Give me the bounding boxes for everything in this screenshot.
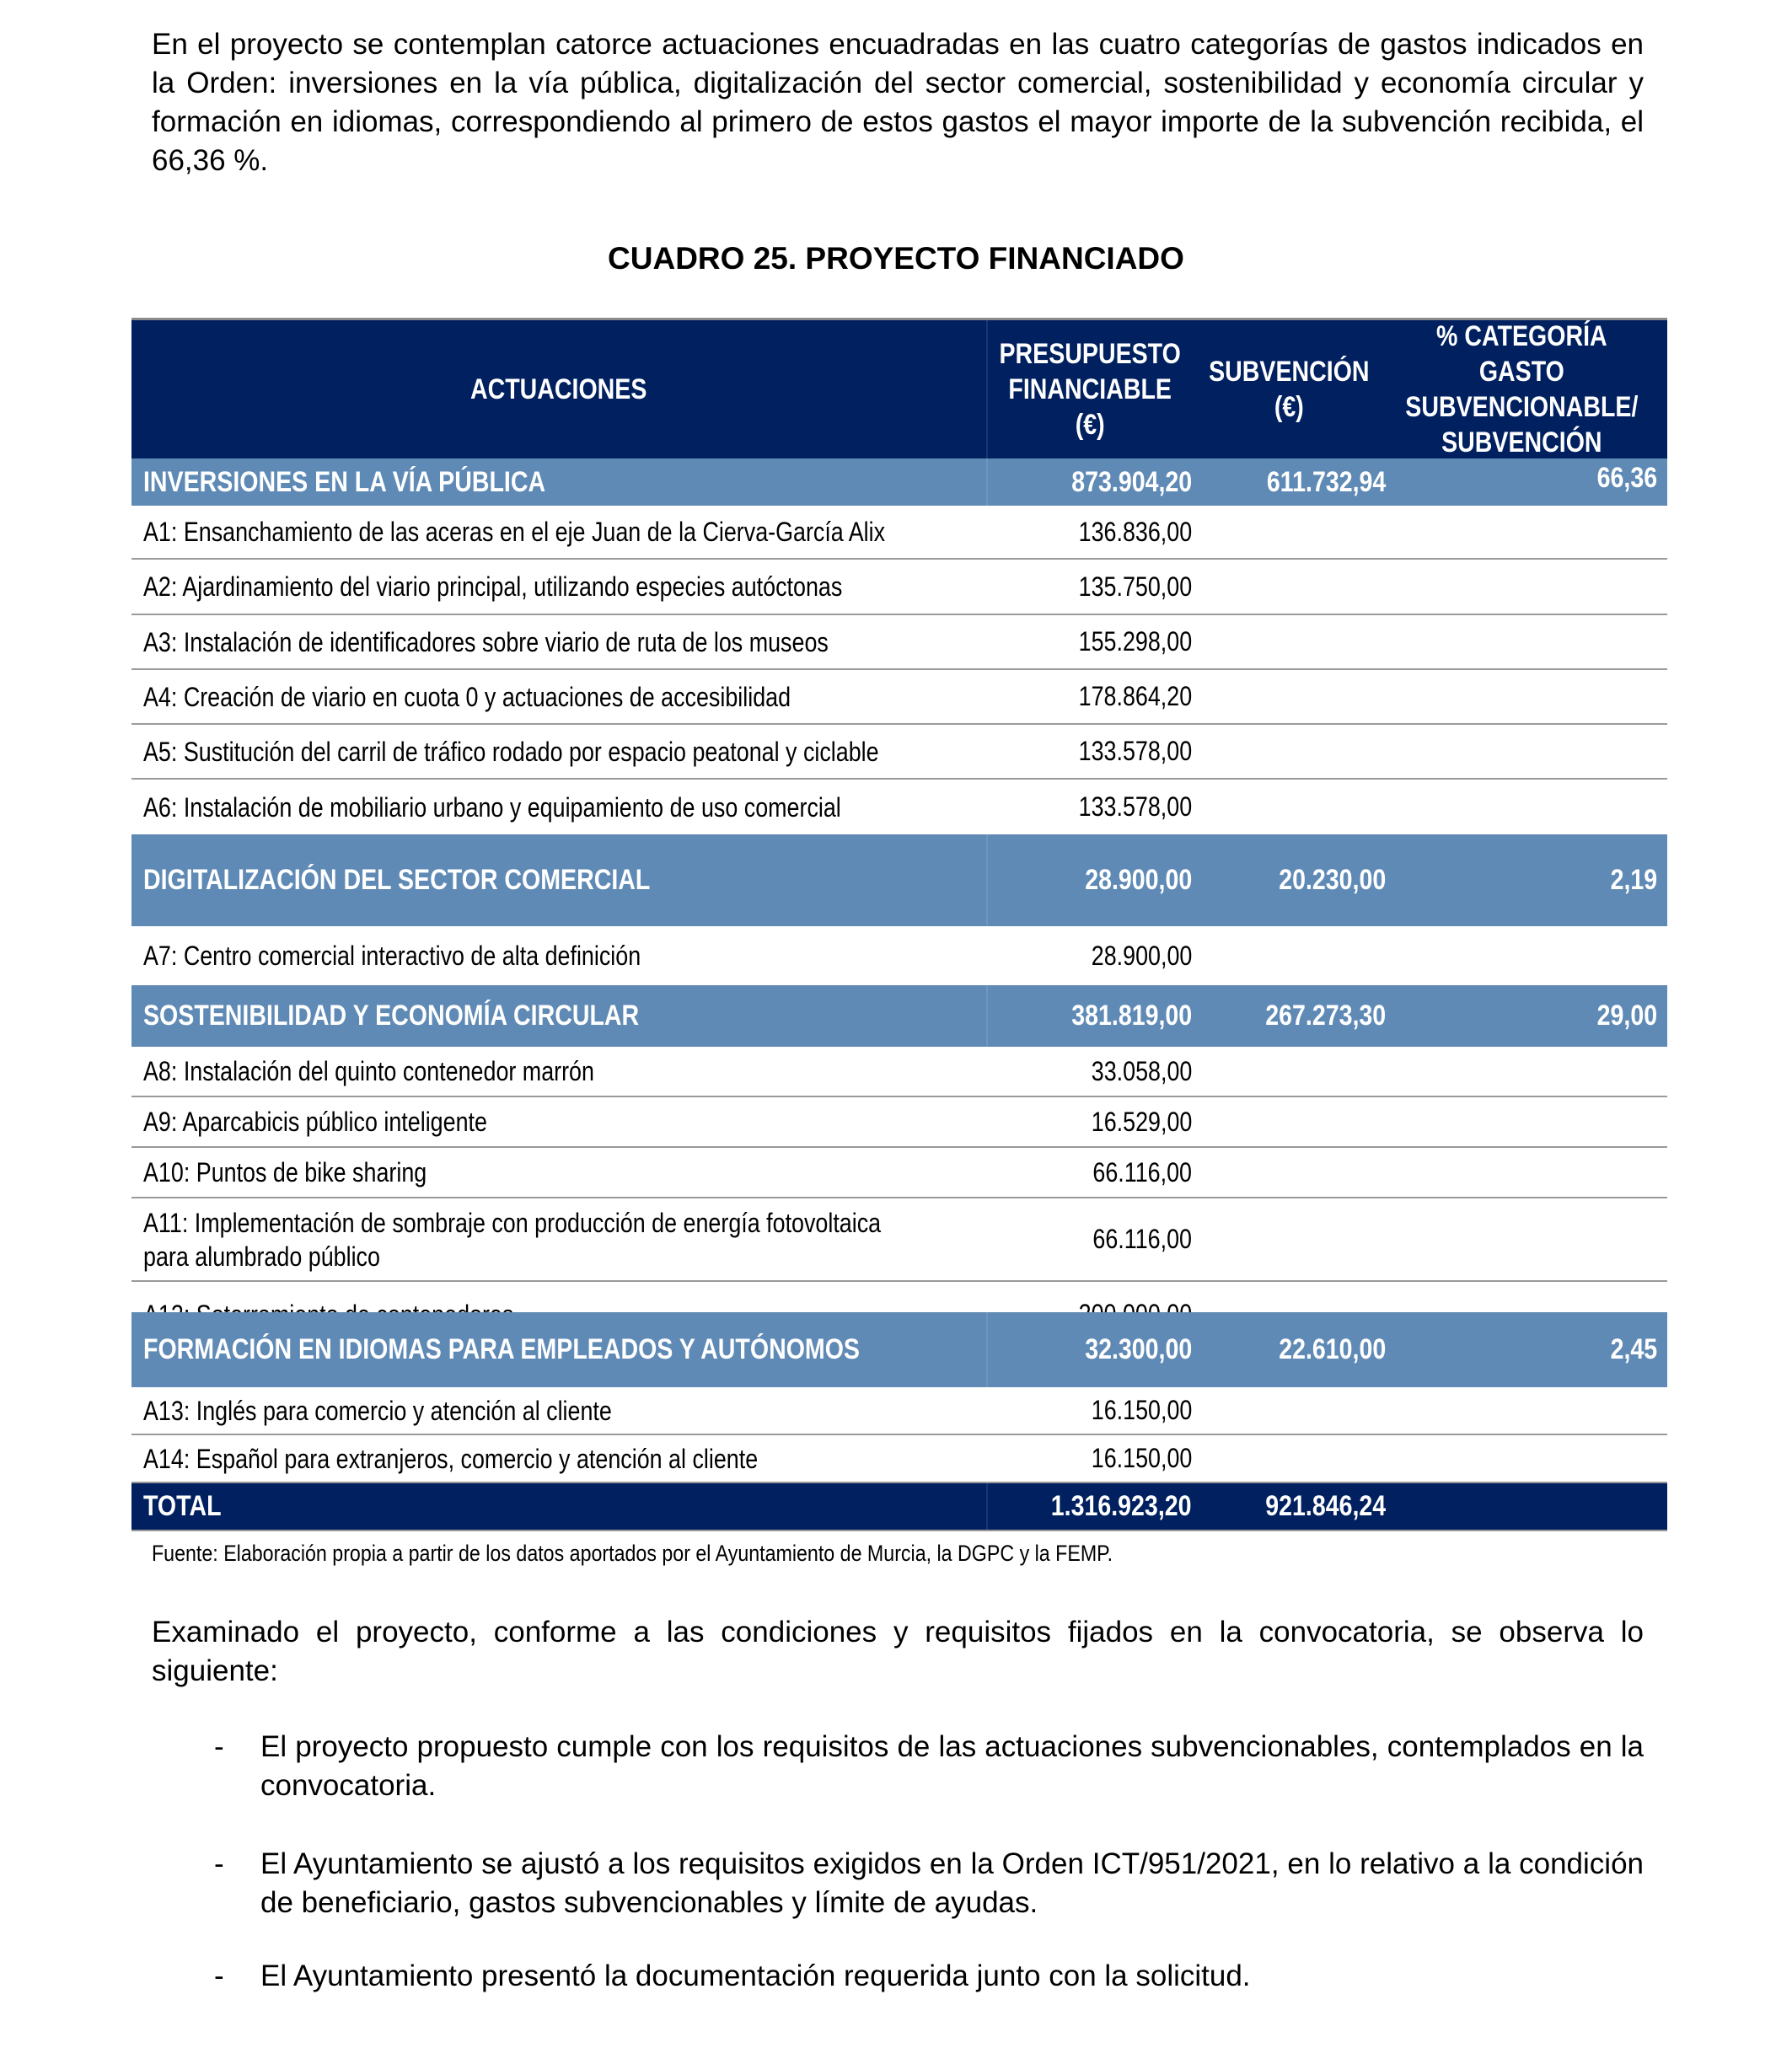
item-presupuesto: 66.116,00: [1092, 1224, 1192, 1254]
table-row: [131, 780, 1667, 834]
header-porcentaje: [1386, 320, 1657, 458]
table-row: [131, 725, 1667, 780]
bullet-text: El proyecto propuesto cumple con los requisitos de las actuaciones subvencionables, contemplados en la convocatoria.: [260, 1730, 1644, 1802]
category-presupuesto: 381.819,00: [1071, 1000, 1192, 1032]
item-label: A14: Español para extranjeros, comercio y atención al cliente: [143, 1443, 759, 1474]
total-presupuesto: 1.316.923,20: [1051, 1490, 1192, 1522]
category-name: DIGITALIZACIÓN DEL SECTOR COMERCIAL: [143, 864, 651, 896]
item-presupuesto: 16.150,00: [1091, 1443, 1192, 1473]
category-row: [131, 458, 1667, 506]
header-presupuesto-line: FINANCIABLE: [1008, 373, 1172, 405]
header-actuaciones-label: ACTUACIONES: [470, 373, 647, 405]
source-note: [152, 1539, 1269, 1568]
item-label: A4: Creación de viario en cuota 0 y actuaciones de accesibilidad: [143, 681, 791, 712]
category-row: [131, 985, 1667, 1047]
item-presupuesto: 33.058,00: [1091, 1055, 1192, 1086]
table-row: [131, 1198, 1667, 1282]
table-row: [131, 1148, 1667, 1198]
item-label: A3: Instalación de identificadores sobre viario de ruta de los museos: [143, 626, 829, 657]
table-row: [131, 506, 1667, 560]
header-porcentaje-line: SUBVENCIÓN: [1441, 426, 1602, 458]
table-row: [131, 560, 1667, 615]
bullet-text: El Ayuntamiento presentó la documentación requerida junto con la solicitud.: [260, 1959, 1251, 1992]
table-row: [131, 1435, 1667, 1482]
category-row: [131, 834, 1667, 926]
item-presupuesto: 16.529,00: [1091, 1106, 1192, 1137]
header-porcentaje-line: GASTO: [1478, 356, 1564, 388]
table-title: CUADRO 25. PROYECTO FINANCIADO: [608, 241, 1184, 276]
table-row: [131, 1047, 1667, 1097]
category-row: [131, 1312, 1667, 1387]
item-presupuesto: 16.150,00: [1091, 1395, 1192, 1425]
table-row: [131, 1387, 1667, 1435]
item-presupuesto: 133.578,00: [1078, 791, 1192, 822]
header-subvencion-line: SUBVENCIÓN: [1208, 356, 1370, 388]
bullet-marker: -: [214, 1730, 224, 1763]
table-row: [131, 926, 1667, 985]
category-name: INVERSIONES EN LA VÍA PÚBLICA: [143, 465, 546, 498]
header-porcentaje-line: % CATEGORÍA: [1435, 320, 1607, 352]
item-presupuesto: 135.750,00: [1078, 571, 1192, 602]
item-label: A6: Instalación de mobiliario urbano y equipamiento de uso comercial: [143, 791, 841, 823]
item-presupuesto: 178.864,20: [1078, 681, 1192, 711]
category-presupuesto: 28.900,00: [1084, 864, 1192, 896]
table-header-row: [131, 318, 1667, 458]
total-label: TOTAL: [143, 1490, 222, 1522]
exam-paragraph: Examinado el proyecto, conforme a las condiciones y requisitos fijados en la convocatoria, se observa lo siguiente:: [152, 1616, 1644, 1687]
category-subvencion: 267.273,30: [1265, 1000, 1386, 1032]
item-label: A7: Centro comercial interactivo de alta definición: [143, 941, 641, 971]
intro-paragraph: En el proyecto se contemplan catorce actuaciones encuadradas en las cuatro categorías de gastos indicados en la Orden: inversiones en la vía pública, digitalización del sector comercial, sostenibilidad y economía circular y formación en idiomas, correspondiendo al primero de estos gastos el mayor importe de la subvención recibida, el 66,36 %.: [152, 28, 1644, 177]
category-porcentaje: 29,00: [1596, 1000, 1657, 1032]
item-label: A2: Ajardinamiento del viario principal, utilizando especies autóctonas: [143, 571, 843, 602]
category-subvencion: 22.610,00: [1278, 1333, 1386, 1365]
item-presupuesto: 133.578,00: [1078, 736, 1192, 766]
item-label: A10: Puntos de bike sharing: [143, 1157, 427, 1187]
header-subvencion: [1192, 320, 1386, 458]
item-label: A5: Sustitución del carril de tráfico rodado por espacio peatonal y ciclable: [143, 736, 879, 767]
header-presupuesto-line: (€): [1075, 409, 1105, 441]
category-porcentaje: 66,36: [1596, 462, 1657, 494]
item-presupuesto: 136.836,00: [1078, 516, 1192, 547]
header-porcentaje-line: SUBVENCIONABLE/: [1404, 391, 1639, 423]
category-porcentaje: 2,19: [1610, 864, 1657, 896]
category-subvencion: 20.230,00: [1278, 864, 1386, 896]
bullet-marker: -: [214, 1847, 224, 1880]
total-subvencion: 921.846,24: [1265, 1490, 1386, 1522]
item-presupuesto: 66.116,00: [1092, 1156, 1192, 1187]
item-label: A1: Ensanchamiento de las aceras en el eje Juan de la Cierva-García Alix: [143, 517, 886, 547]
header-actuaciones: [131, 320, 986, 458]
item-label: A13: Inglés para comercio y atención al cliente: [143, 1395, 612, 1426]
item-label-line: A11: Implementación de sombraje con producción de energía fotovoltaica: [143, 1207, 882, 1238]
item-presupuesto: 155.298,00: [1078, 626, 1192, 657]
category-name: FORMACIÓN EN IDIOMAS PARA EMPLEADOS Y AUTÓNOMOS: [143, 1333, 860, 1365]
item-label-line: para alumbrado público: [143, 1241, 380, 1272]
category-presupuesto: 32.300,00: [1084, 1333, 1192, 1365]
total-row: [131, 1482, 1667, 1531]
header-subvencion-line: (€): [1274, 391, 1304, 423]
header-presupuesto: [986, 320, 1192, 458]
header-presupuesto-line: PRESUPUESTO: [999, 338, 1181, 370]
category-subvencion: 611.732,94: [1266, 465, 1386, 498]
bullet-marker: -: [214, 1959, 224, 1992]
table-row: [131, 615, 1667, 670]
category-presupuesto: 873.904,20: [1071, 465, 1192, 498]
table-row: [131, 670, 1667, 725]
bullet-text: El Ayuntamiento se ajustó a los requisitos exigidos en la Orden ICT/951/2021, en lo relativo a la condición de beneficiario, gastos subvencionables y límite de ayudas.: [260, 1847, 1644, 1919]
table-row: [131, 1097, 1667, 1148]
category-name: SOSTENIBILIDAD Y ECONOMÍA CIRCULAR: [143, 1000, 640, 1032]
source-note-text: Fuente: Elaboración propia a partir de los datos aportados por el Ayuntamiento de Murcia, la DGPC y la FEMP.: [152, 1541, 1113, 1566]
item-presupuesto: 28.900,00: [1091, 940, 1192, 971]
item-label: A8: Instalación del quinto contenedor marrón: [143, 1056, 594, 1086]
item-label: A9: Aparcabicis público inteligente: [143, 1107, 487, 1137]
category-porcentaje: 2,45: [1610, 1333, 1657, 1365]
